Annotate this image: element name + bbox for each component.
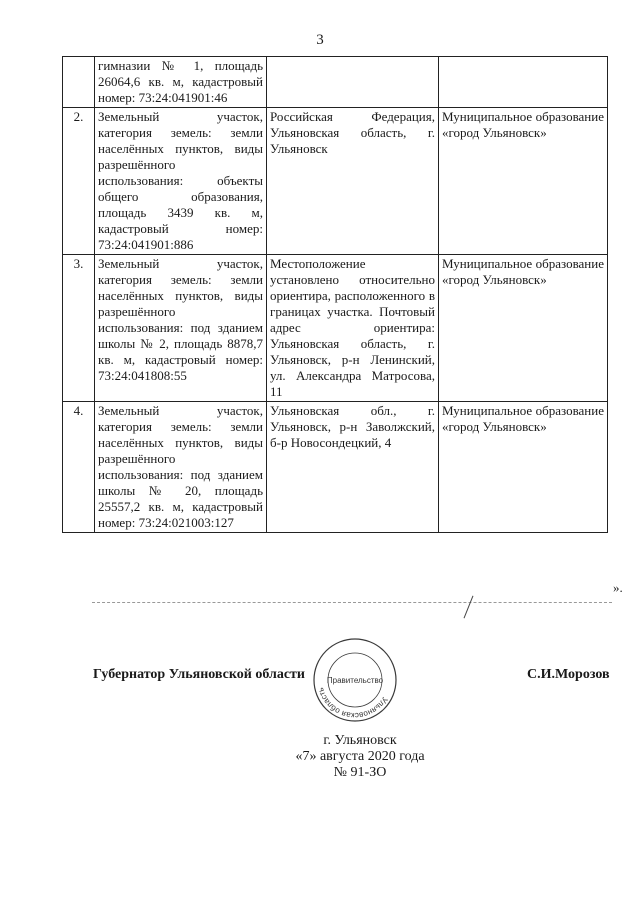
law-number: № 91-ЗО [333, 765, 387, 780]
page-number: 3 [316, 32, 324, 48]
table-body [63, 57, 608, 533]
object-description-cell: Земельный участок, категория земель: земли населённых пунктов, виды разрешённого использования: под зданием школы № 20, площадь 25557,2 кв. м, кадастровый номер: 73:24:021003:127 [95, 402, 267, 533]
table-row [63, 108, 608, 255]
location-cell: Российская Федерация, Ульяновская область, г. Ульяновск [267, 108, 439, 255]
owner-cell: Муниципальное образование «город Ульяновск» [439, 255, 608, 402]
separator-line [92, 602, 612, 603]
city: г. Ульяновск [323, 733, 397, 748]
owner-cell [439, 57, 608, 108]
object-description-cell: гимназии № 1, площадь 26064,6 кв. м, кадастровый номер: 73:24:041901:46 [95, 57, 267, 108]
row-number-cell [63, 57, 95, 108]
object-description-cell: Земельный участок, категория земель: земли населённых пунктов, виды разрешённого использования: под зданием школы № 2, площадь 8878,7 кв. м, кадастровый номер: 73:24:041808:55 [95, 255, 267, 402]
table-row [63, 57, 608, 108]
row-number-cell: 3. [63, 255, 95, 402]
owner-cell: Муниципальное образование «город Ульяновск» [439, 108, 608, 255]
row-number-cell: 4. [63, 402, 95, 533]
location-cell [267, 57, 439, 108]
location-cell: Ульяновская обл., г. Ульяновск, р-н Заволжский, б-р Новосондецкий, 4 [267, 402, 439, 533]
seal-ring-text: Ульяновская область [315, 686, 390, 721]
signatory-title: Губернатор Ульяновской области [93, 667, 305, 682]
owner-cell: Муниципальное образование «город Ульяновск» [439, 402, 608, 533]
object-description-cell: Земельный участок, категория земель: земли населённых пунктов, виды разрешённого использования: объекты общего образования, площадь 3439 кв. м, кадастровый номер: 73:24:041901:886 [95, 108, 267, 255]
signatory-name: С.И.Морозов [527, 667, 610, 682]
closing-quote: ». [613, 580, 623, 595]
table-row [63, 402, 608, 533]
place-date-block [0, 733, 640, 781]
row-number-cell: 2. [63, 108, 95, 255]
seal-center-text: Правительство [326, 676, 384, 685]
official-seal-stamp [312, 637, 398, 723]
date: «7» августа 2020 года [295, 749, 425, 764]
pen-stroke-mark [464, 596, 474, 619]
land-plots-table [62, 56, 608, 533]
location-cell: Местоположение установлено относительно ориентира, расположенного в границах участка. Почтовый адрес ориентира: Ульяновская область, г. Ульяновск, р-н Ленинский, ул. Александра Матросова, 11 [267, 255, 439, 402]
table-row [63, 255, 608, 402]
